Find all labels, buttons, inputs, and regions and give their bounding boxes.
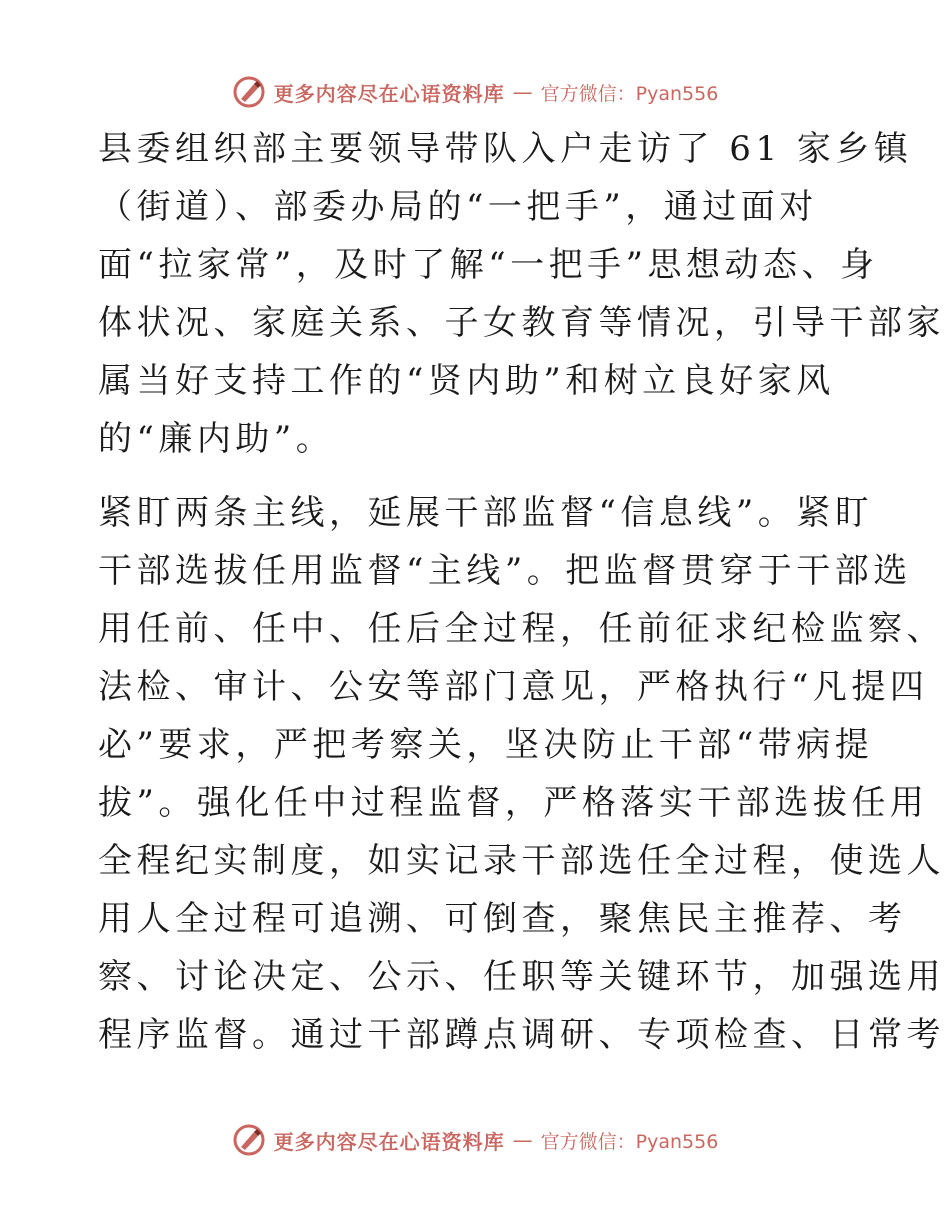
text-line: 属当好支持工作的“贤内助”和树立良好家风 [98, 361, 835, 401]
watermark-site-text: 更多内容尽在心语资料库 [273, 81, 505, 106]
text-line: 用人全过程可追溯、可倒查，聚焦民主推荐、考 [98, 899, 907, 939]
watermark-wechat-text: 官方微信：Pyan556 [540, 82, 719, 105]
watermark-separator: — [512, 80, 533, 104]
paragraph [98, 484, 945, 1064]
watermark-wechat-text: 官方微信：Pyan556 [540, 1130, 719, 1153]
text-line: 用任前、任中、任后全过程，任前征求纪检监察、 [98, 609, 945, 649]
watermark-site-text: 更多内容尽在心语资料库 [273, 1129, 505, 1154]
text-line: 察、讨论决定、公示、任职等关键环节，加强选用 [98, 957, 945, 997]
text-line: 干部选拔任用监督“主线”。把监督贯穿于干部选 [98, 551, 912, 591]
text-line: 程序监督。通过干部蹲点调研、专项检查、日常考 [98, 1015, 945, 1055]
text-line: 紧盯两条主线，延展干部监督“信息线”。紧盯 [98, 493, 874, 533]
text-line: 法检、审计、公安等部门意见，严格执行“凡提四 [98, 667, 929, 707]
text-line: 体状况、家庭关系、子女教育等情况，引导干部家 [98, 303, 945, 343]
footer-watermark [0, 1120, 950, 1160]
text-line: 全程纪实制度，如实记录干部选任全过程，使选人 [98, 841, 945, 881]
paragraph-gap [98, 468, 858, 484]
text-line: 面“拉家常”，及时了解“一把手”思想动态、身 [98, 245, 879, 285]
text-line: 拔”。强化任中过程监督，严格落实干部选拔任用 [98, 783, 929, 823]
text-line: 县委组织部主要领导带队入户走访了 61 家乡镇 [98, 129, 913, 169]
text-line: 的“廉内助”。 [98, 419, 335, 459]
header-watermark [0, 72, 950, 112]
brand-logo-icon [232, 1123, 266, 1157]
watermark-separator: — [512, 1128, 533, 1152]
text-line: 必”要求，严把考察关，坚决防止干部“带病提 [98, 725, 874, 765]
text-line: （街道）、部委办局的“一把手”，通过面对 [98, 187, 818, 227]
brand-logo-icon [232, 75, 266, 109]
paragraph [98, 120, 945, 468]
document-body [98, 120, 945, 1064]
